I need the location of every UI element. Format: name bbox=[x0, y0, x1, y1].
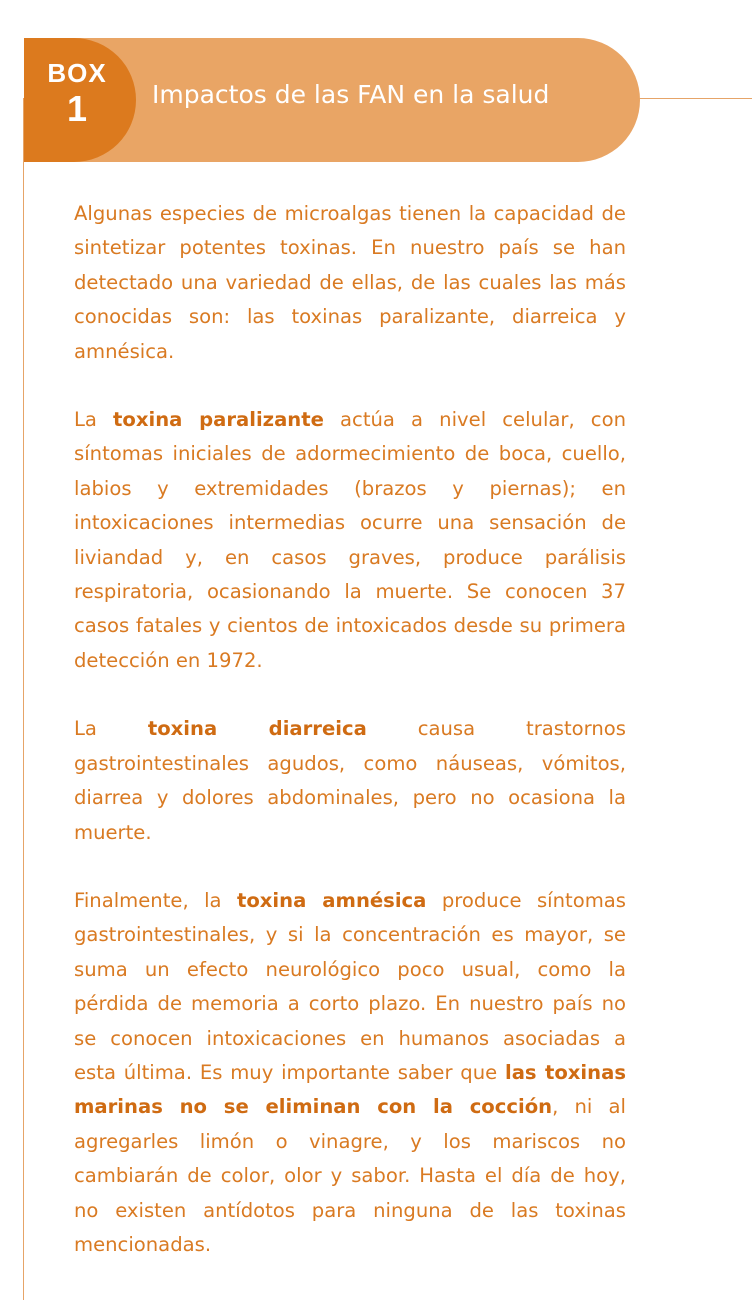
highlight-warning: las toxinas marinas no se eliminan con la cocción bbox=[74, 1060, 626, 1119]
box-label: BOX bbox=[47, 58, 107, 88]
text-segment: La bbox=[74, 408, 114, 432]
paragraph-intro bbox=[74, 197, 626, 369]
paragraph-amnesic-toxin bbox=[74, 884, 626, 1262]
text-segment: La bbox=[74, 717, 148, 741]
text-segment: Algunas especies de microalgas tienen la capacidad de sintetizar potentes toxinas. En nuestro país se han detectado una variedad de ellas, de las cuales las más conocidas son: las toxinas paralizante, diarreica y amnésica. bbox=[74, 202, 626, 363]
text-segment: produce síntomas gastrointestinales, y si la concentración es mayor, se suma un efecto neurológico poco usual, como la pérdida de memoria a corto plazo. En nuestro país no se conocen intoxicaciones en humanos asociadas a esta última. Es muy importante saber que bbox=[74, 888, 626, 1084]
box-frame-left-rule bbox=[23, 98, 24, 1300]
highlight-term: toxina diarreica bbox=[147, 717, 367, 741]
box-body bbox=[74, 197, 626, 1296]
text-segment: actúa a nivel celular, con síntomas iniciales de adormecimiento de boca, cuello, labios y extremidades (brazos y piernas); en intoxicaciones intermedias ocurre una sensación de liviandad y, en casos graves, produce parálisis respiratoria, ocasionando la muerte. Se conocen 37 casos fatales y cientos de intoxicados desde su primera detección en 1972. bbox=[74, 408, 626, 672]
box-title: Impactos de las FAN en la salud bbox=[152, 80, 550, 109]
highlight-term: toxina paralizante bbox=[113, 408, 324, 432]
text-segment: , ni al agregarles limón o vinagre, y los mariscos no cambiarán de color, olor y sabor. Hasta el día de hoy, no existen antídotos para ninguna de las toxinas mencionadas. bbox=[74, 1095, 626, 1256]
paragraph-paralytic-toxin bbox=[74, 403, 626, 678]
highlight-term: toxina amnésica bbox=[236, 888, 427, 912]
paragraph-diarrheic-toxin bbox=[74, 712, 626, 850]
text-segment: causa trastornos gastrointestinales agudos, como náuseas, vómitos, diarrea y dolores abdominales, pero no ocasiona la muerte. bbox=[74, 717, 626, 844]
box-number: 1 bbox=[66, 88, 88, 129]
text-segment: Finalmente, la bbox=[74, 888, 237, 912]
